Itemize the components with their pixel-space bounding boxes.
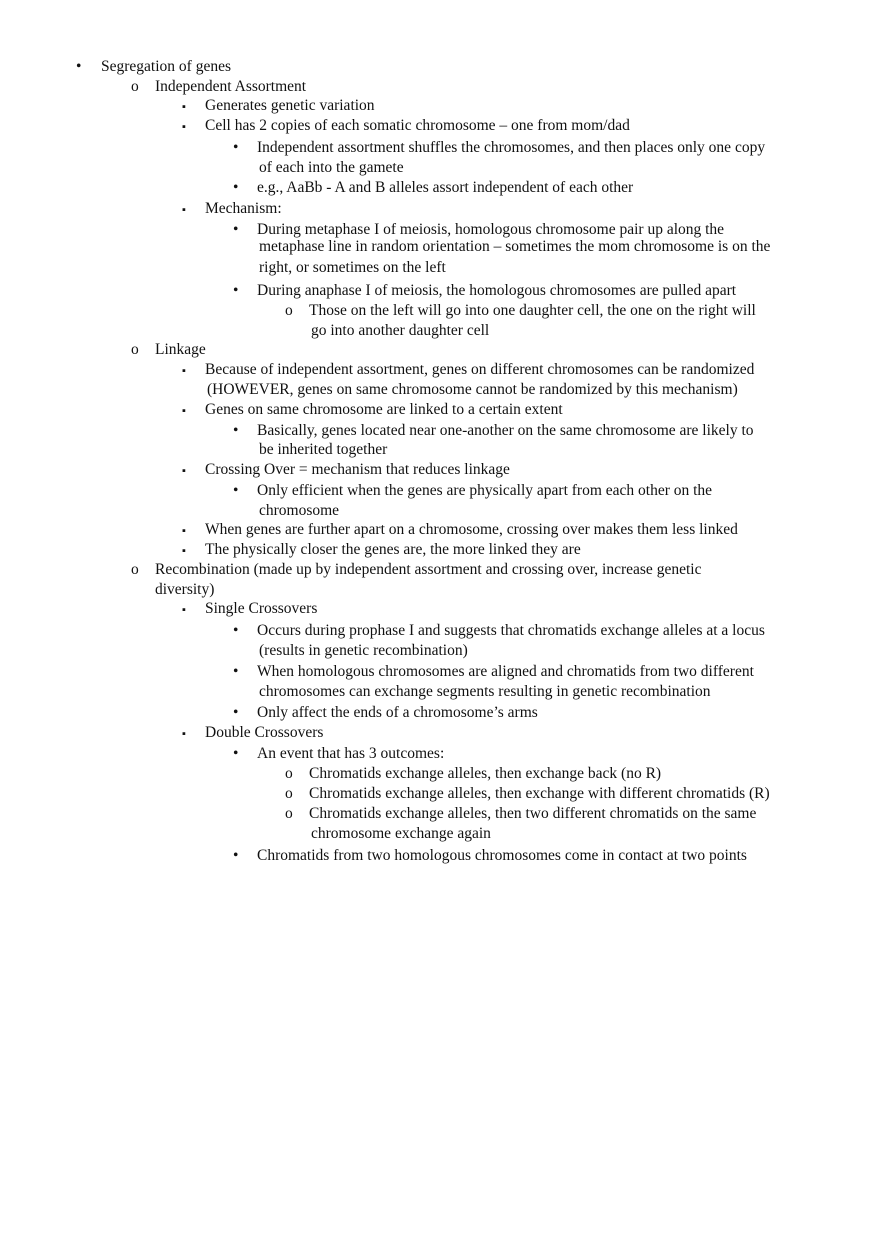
bullet-marker: • [233, 745, 239, 762]
bullet-marker: ▪ [182, 204, 186, 216]
list-item: Double Crossovers [205, 724, 324, 741]
list-item: An event that has 3 outcomes: [257, 745, 445, 762]
bullet-marker: o [285, 765, 293, 782]
list-item: Only affect the ends of a chromosome’s arms [257, 704, 538, 721]
list-item: The physically closer the genes are, the more linked they are [205, 541, 581, 558]
list-item: Chromatids exchange alleles, then exchange back (no R) [309, 765, 662, 782]
bullet-marker: ▪ [182, 465, 186, 477]
heading-segregation: Segregation of genes [101, 58, 231, 75]
bullet-marker: o [285, 785, 293, 802]
bullet-marker: ▪ [182, 545, 186, 557]
list-item: Only efficient when the genes are physically apart from each other on the [257, 482, 713, 499]
list-item: Cell has 2 copies of each somatic chromosome – one from mom/dad [205, 117, 630, 134]
bullet-marker: ▪ [182, 405, 186, 417]
list-item: Independent assortment shuffles the chromosomes, and then places only one copy [257, 139, 766, 156]
subheading-recombination: Recombination (made up by independent assortment and crossing over, increase genetic [155, 561, 702, 578]
bullet-marker: • [233, 221, 239, 238]
bullet-marker: o [131, 78, 139, 95]
list-item: Occurs during prophase I and suggests that chromatids exchange alleles at a locus [257, 622, 765, 639]
list-item-continuation: chromosome [259, 502, 340, 519]
bullet-marker: • [233, 139, 239, 156]
subheading-independent-assortment: Independent Assortment [155, 78, 307, 95]
bullet-marker: o [285, 805, 293, 822]
bullet-marker: o [131, 341, 139, 358]
list-item: Basically, genes located near one-another on the same chromosome are likely to [257, 422, 754, 439]
bullet-marker: • [233, 282, 239, 299]
bullet-marker: o [131, 561, 139, 578]
list-item-continuation: of each into the gamete [259, 159, 404, 176]
bullet-marker: • [233, 422, 239, 439]
bullet-marker: ▪ [182, 728, 186, 740]
list-item: Chromatids exchange alleles, then two different chromatids on the same [309, 805, 757, 822]
bullet-marker: • [233, 482, 239, 499]
bullet-marker: • [233, 847, 239, 864]
list-item: Chromatids exchange alleles, then exchange with different chromatids (R) [309, 785, 770, 802]
list-item: During metaphase I of meiosis, homologous chromosome pair up along the [257, 221, 725, 238]
list-item-continuation: go into another daughter cell [311, 322, 490, 339]
list-item-continuation: be inherited together [259, 441, 388, 458]
list-item: Genes on same chromosome are linked to a certain extent [205, 401, 563, 418]
list-item-continuation: metaphase line in random orientation – sometimes the mom chromosome is on the [259, 238, 771, 255]
list-item: When genes are further apart on a chromosome, crossing over makes them less linked [205, 521, 738, 538]
list-item: When homologous chromosomes are aligned and chromatids from two different [257, 663, 754, 680]
list-item-continuation: right, or sometimes on the left [259, 259, 446, 276]
list-item: Generates genetic variation [205, 97, 375, 114]
bullet-marker: • [233, 704, 239, 721]
list-item-continuation: chromosomes can exchange segments resulting in genetic recombination [259, 683, 711, 700]
list-item: Single Crossovers [205, 600, 318, 617]
list-item: Chromatids from two homologous chromosomes come in contact at two points [257, 847, 747, 864]
bullet-marker: o [285, 302, 293, 319]
list-item-continuation: chromosome exchange again [311, 825, 491, 842]
bullet-marker: ▪ [182, 121, 186, 133]
list-item-continuation: (HOWEVER, genes on same chromosome cannot be randomized by this mechanism) [207, 381, 738, 398]
list-item: During anaphase I of meiosis, the homologous chromosomes are pulled apart [257, 282, 737, 299]
bullet-marker: • [76, 58, 82, 75]
list-item: e.g., AaBb - A and B alleles assort independent of each other [257, 179, 634, 196]
subheading-linkage: Linkage [155, 341, 206, 358]
bullet-marker: ▪ [182, 604, 186, 616]
bullet-marker: ▪ [182, 101, 186, 113]
bullet-marker: • [233, 663, 239, 680]
bullet-marker: • [233, 622, 239, 639]
list-item-continuation: diversity) [155, 581, 215, 598]
list-item: Crossing Over = mechanism that reduces linkage [205, 461, 510, 478]
bullet-marker: • [233, 179, 239, 196]
list-item: Mechanism: [205, 200, 282, 217]
list-item: Because of independent assortment, genes on different chromosomes can be randomized [205, 361, 755, 378]
bullet-marker: ▪ [182, 365, 186, 377]
bullet-marker: ▪ [182, 525, 186, 537]
list-item-continuation: (results in genetic recombination) [259, 642, 468, 659]
list-item: Those on the left will go into one daughter cell, the one on the right will [309, 302, 756, 319]
